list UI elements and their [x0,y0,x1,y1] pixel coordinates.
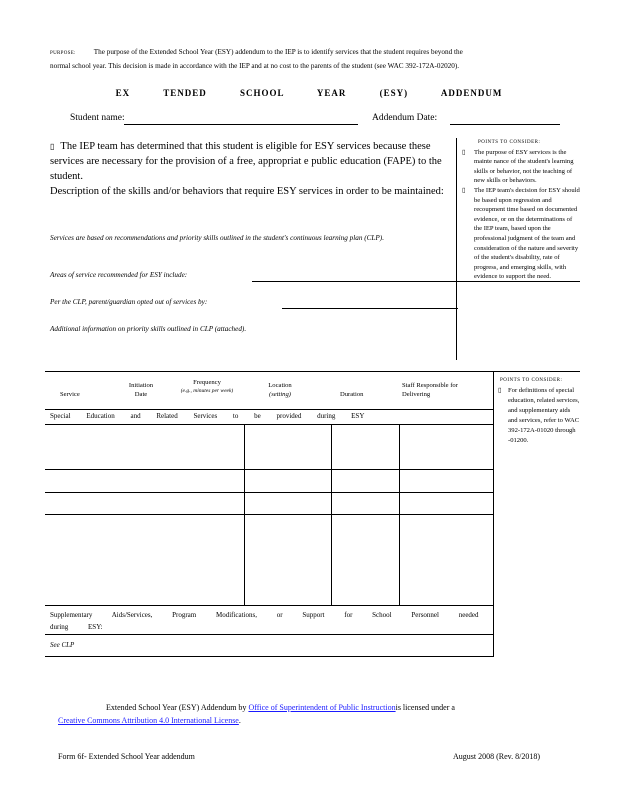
table-bottom-border [45,656,494,657]
license-text-2: is licensed under a [395,703,455,712]
header-location [256,381,304,399]
table-row-line [45,492,494,493]
additional-info-text: Additional information on priority skills outlined in CLP (attached). [50,325,247,333]
table-header-border [45,409,494,410]
table-row-line [45,469,494,470]
bullet-icon: ▯ [462,186,466,194]
addendum-date-label: Addendum Date: [372,113,438,123]
points-to-consider-header: POINTS TO CONSIDER: [478,140,541,145]
divider-vertical [456,138,457,360]
points-to-consider-1 [462,138,580,282]
table-row-line [45,634,494,635]
areas-of-service-field[interactable] [252,281,458,282]
table-row-line [45,424,494,425]
table-top-border [45,371,580,372]
header-location-sub: (setting) [269,391,291,398]
see-clp-text: See CLP [50,641,75,649]
addendum-date-field[interactable] [450,124,560,125]
points-to-consider-header-2: POINTS TO CONSIDER: [500,378,563,383]
consider-definitions-bullet: For definitions of special education, related services, and supplementary aids and services, refer to WAC 392-172A-01020 through -01200. [508,387,580,444]
consider-bullet-1: The purpose of ESY services is the mainte nance of the student's learning skills or behavior, not the teaching of new skills or behaviors. [474,148,574,185]
header-frequency-label: Frequency [193,379,221,386]
ospi-link[interactable]: Office of Superintendent of Public Instruction [248,703,396,712]
purpose-line-2: normal school year. This decision is made in accordance with the IEP and at no cost to the parents of the student (see WAC 392-172A-02020). [50,62,460,70]
table-column-divider [244,424,245,605]
points-to-consider-2 [498,376,580,446]
areas-of-service-label: Areas of service recommended for ESY include: [50,271,188,279]
bullet-icon: ▯ [462,148,466,156]
form-identifier: Form 6f- Extended School Year addendum [58,752,195,761]
header-duration: Duration [340,391,364,398]
table-column-divider [331,424,332,605]
table-row-line [45,514,494,515]
eligibility-checkbox[interactable]: ▯ [50,142,55,151]
header-staff-responsible: Staff Responsible for Delivering [402,382,458,398]
header-frequency [180,378,234,396]
table-column-divider [493,371,494,656]
consider-bullet-2: The IEP team's decision for ESY should be based upon regression and recoupment time based on documented evidence, or on the determinations of the IEP team, based upon the professional judgment of the team and consideration of the nature and severity of the student's disability, rate of progress, and emerging skills, with evidence to support the need. [474,186,580,281]
revision-date: August 2008 (Rev. 8/2018) [453,752,541,761]
cc-license-link[interactable]: Creative Commons Attribution 4.0 International License [58,716,239,725]
license-text-3: . [238,716,241,725]
bullet-icon: ▯ [498,387,502,394]
services-basis-text: Services are based on recommendations and priority skills outlined in the student's continuous learning plan (CLP). [50,234,384,242]
section-supplementary-aids: Supplementary Aids/Services, Program Modifications, or Support for School Personnel needed during ESY: [50,611,479,631]
purpose-statement [50,46,560,72]
header-service: Service [60,391,80,398]
skills-description-label: Description of the skills and/or behaviors that require ESY services in order to be maintained: [50,186,444,197]
student-name-label: Student name: [70,113,125,123]
header-location-label: Location [268,382,292,389]
eligibility-text: The IEP team has determined that this student is eligible for ESY services because these services are necessary for the provision of a free, appropriat e public education (FAPE) to the student. [50,141,442,182]
page-title: EX TENDED SCHOOL YEAR (ESY) ADDENDUM [115,88,503,98]
purpose-label: PURPOSE: [50,51,76,56]
license-statement [58,701,558,727]
header-frequency-sub: (e.g., minutes per week) [180,388,234,394]
table-row-line [45,605,494,606]
section-special-education: Special Education and Related Services to be provided during ESY [50,412,365,420]
opted-out-field[interactable] [282,308,458,309]
header-initiation-date: Initiation Date [128,382,154,398]
eligibility-statement [50,139,446,184]
opted-out-label: Per the CLP, parent/guardian opted out of services by: [50,298,208,306]
student-name-field[interactable] [124,124,358,125]
purpose-line-1: The purpose of the Extended School Year (ESY) addendum to the IEP is to identify services that the student requires beyond the [93,48,463,56]
license-text-1: Extended School Year (ESY) Addendum by [106,703,247,712]
table-column-divider [399,424,400,605]
